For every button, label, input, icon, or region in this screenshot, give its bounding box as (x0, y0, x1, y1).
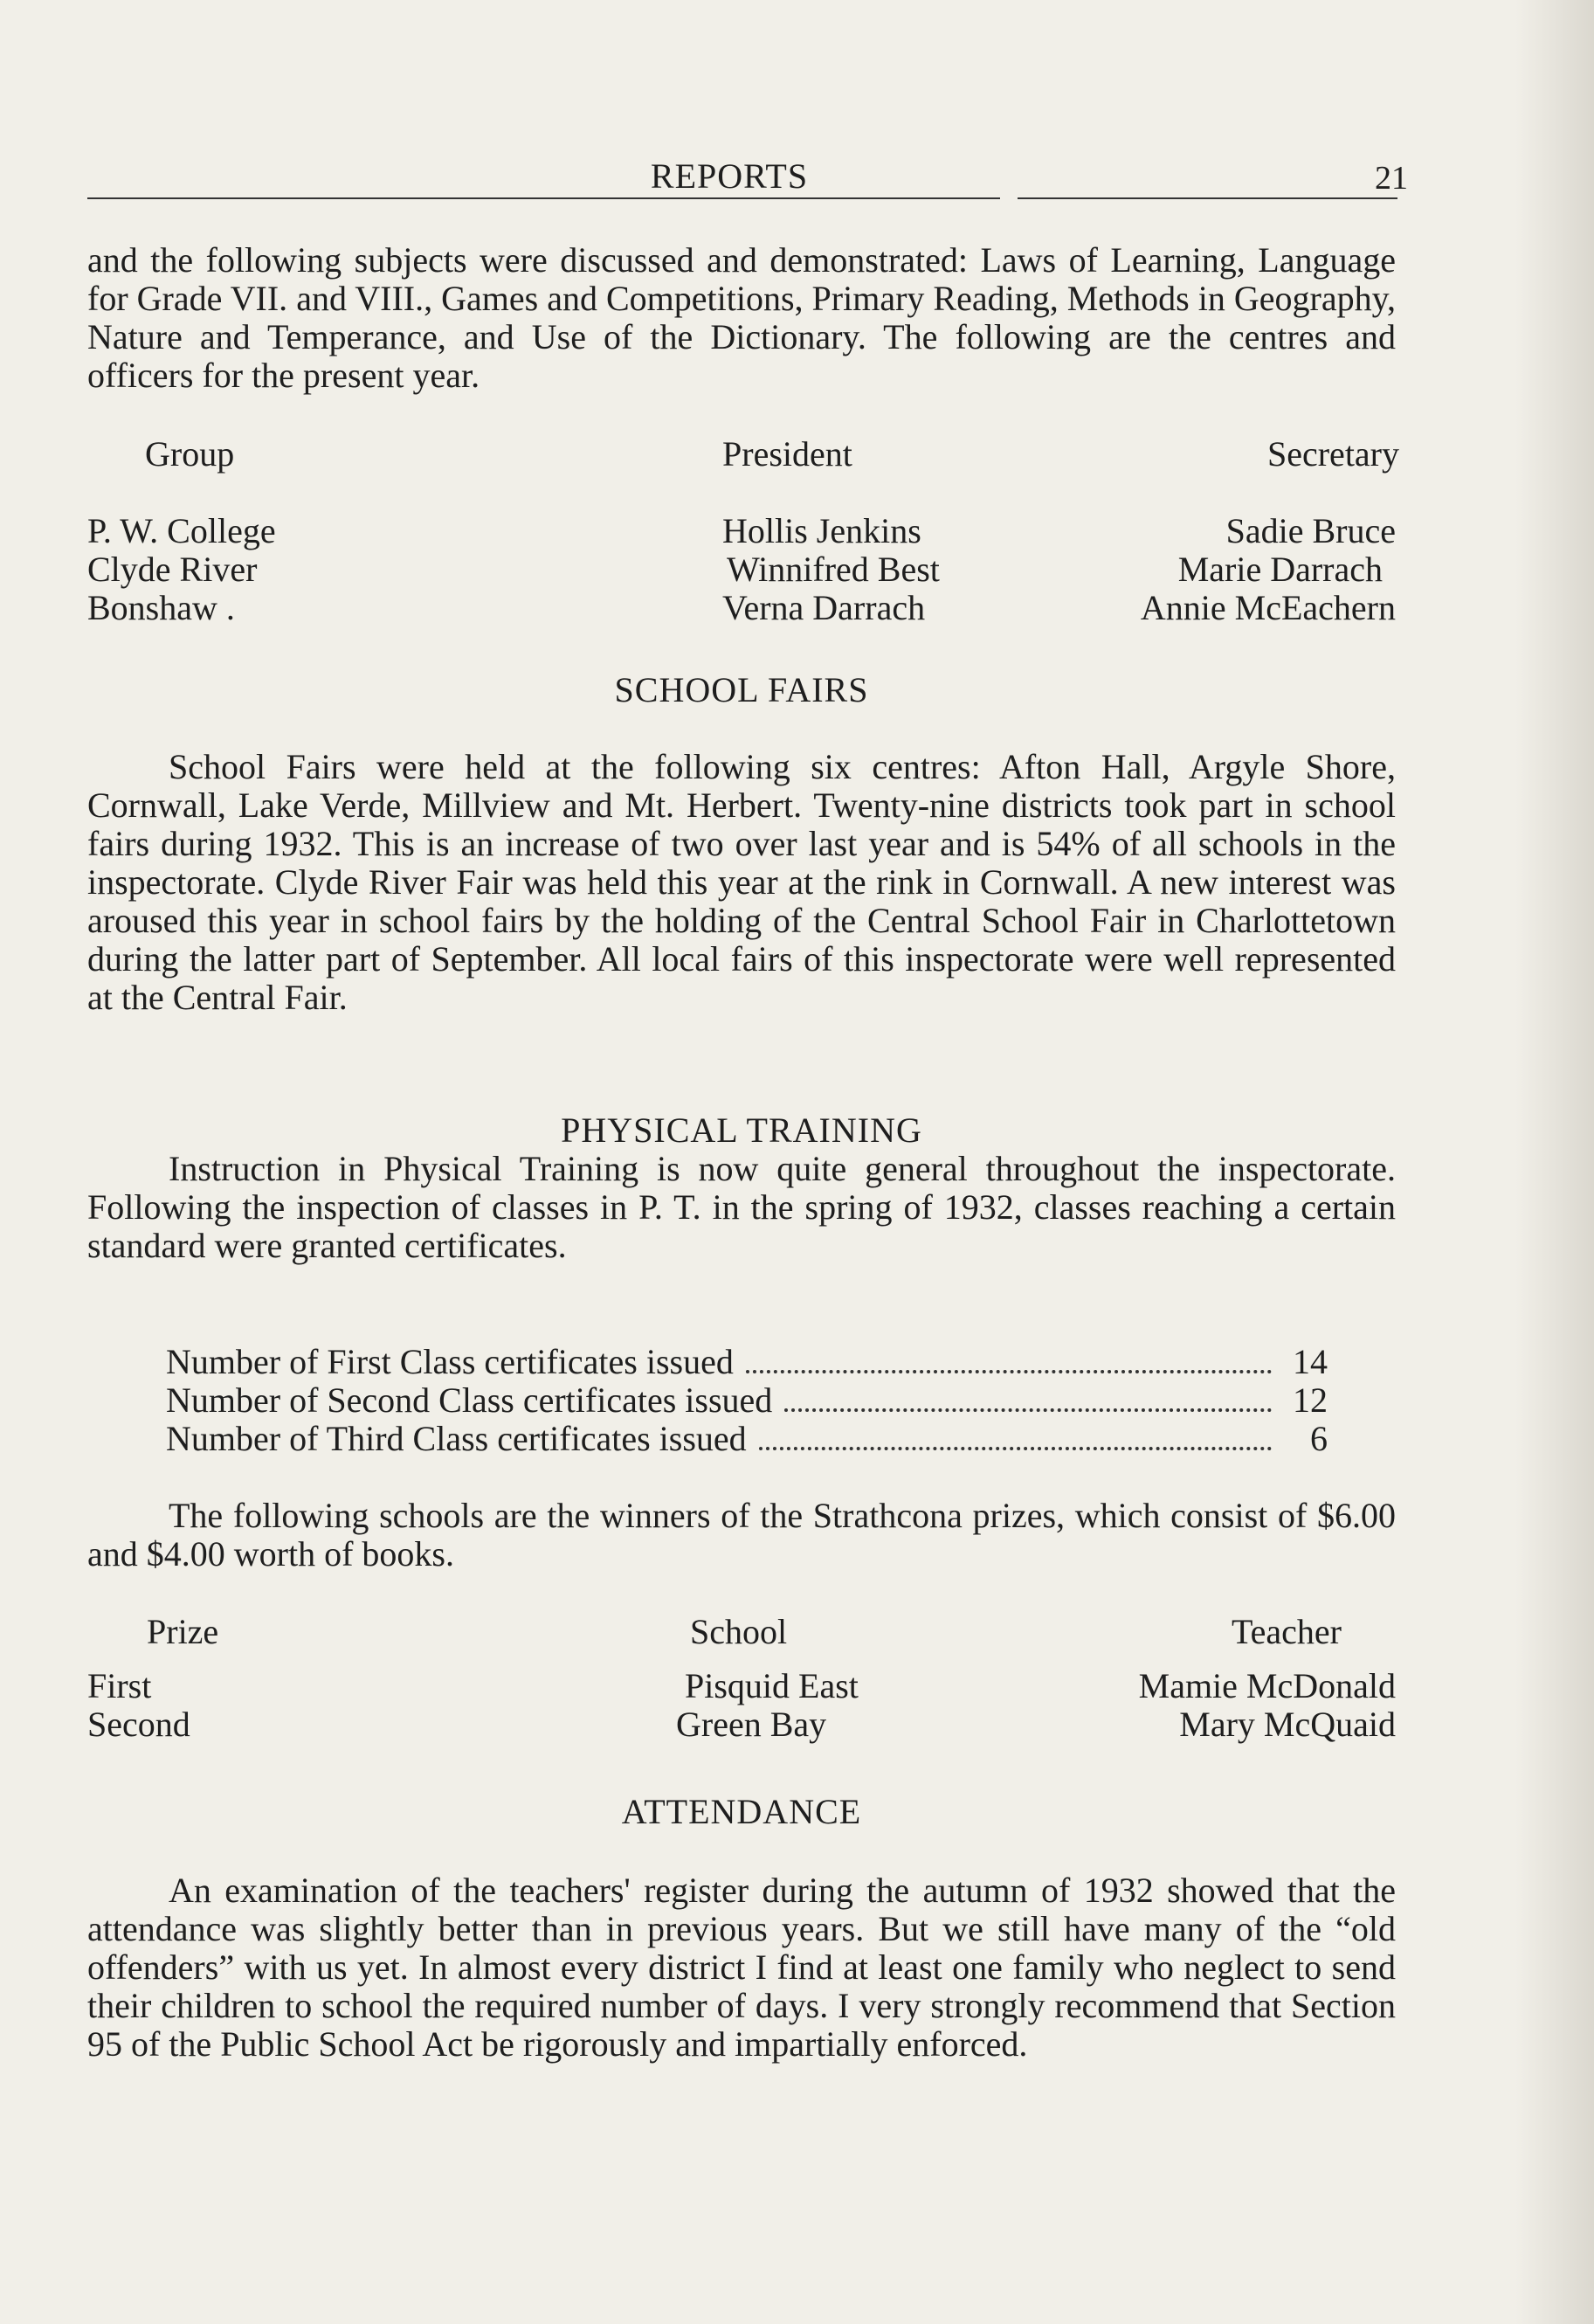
secretary-cell: Marie Darrach (1177, 550, 1383, 589)
physical-training-heading: PHYSICAL TRAINING (561, 1110, 922, 1150)
officers-table-header (87, 433, 1399, 474)
prize-cell: First (87, 1666, 152, 1705)
intro-paragraph: and the following subjects were discussed and demonstrated: Laws of Learning, Language for Grade VII. and VIII., Games and Competitions, Primary Reading, Methods in Geography, Nature and Temperance, and Use of the Dictionary. The following are the centres and officers for the present year. (87, 240, 1396, 395)
physical-training-paragraph: Instruction in Physical Training is now quite general throughout the inspectorate. Following the inspection of classes in P. T. in the spring of 1932, classes reaching a certain standard were granted certificates. (87, 1149, 1396, 1265)
table-row (87, 1665, 1396, 1704)
page-edge-shading (1515, 0, 1594, 2324)
col-header-group: Group (145, 434, 235, 474)
leader-dots (759, 1447, 1272, 1450)
certificate-count: 6 (1310, 1419, 1328, 1458)
teacher-cell: Mamie McDonald (1138, 1666, 1396, 1705)
leader-dots (784, 1408, 1272, 1412)
col-header-teacher: Teacher (1232, 1612, 1342, 1651)
school-cell: Pisquid East (685, 1666, 859, 1705)
running-title: REPORTS (650, 156, 809, 196)
prizes-table-body (87, 1665, 1396, 1742)
page-header (87, 156, 1408, 199)
header-rule-right (1018, 197, 1397, 199)
group-cell: P. W. College (87, 511, 276, 550)
school-fairs-heading: SCHOOL FAIRS (614, 670, 869, 709)
officers-table (87, 433, 1399, 474)
secretary-cell: Annie McEachern (1140, 588, 1396, 627)
attendance-paragraph: An examination of the teachers' register during the autumn of 1932 showed that the attendance was slightly better than in previous years. But we still have many of the “old offenders” with us yet. In almost every district I find at least one family who neglect to send their children to school the required number of days. I very strongly recommend that Section 95 of the Public School Act be rigorously and impartially enforced. (87, 1871, 1396, 2064)
attendance-heading: ATTENDANCE (621, 1792, 862, 1831)
secretary-cell: Sadie Bruce (1225, 511, 1396, 550)
prizes-table-header (87, 1611, 1396, 1650)
prizes-paragraph: The following schools are the winners of the Strathcona prizes, which consist of $6.00 and $4.00 worth of books. (87, 1496, 1396, 1574)
header-rule-left (87, 197, 1000, 199)
officers-table-body (87, 510, 1396, 626)
school-cell: Green Bay (676, 1705, 827, 1744)
teacher-cell: Mary McQuaid (1179, 1705, 1396, 1744)
certificate-label: Number of Second Class certificates issued (166, 1380, 773, 1420)
group-cell: Clyde River (87, 550, 258, 589)
certificate-count: 14 (1293, 1342, 1328, 1381)
president-cell: Winnifred Best (727, 550, 940, 589)
president-cell: Hollis Jenkins (722, 511, 921, 550)
certificate-label: Number of Third Class certificates issued (166, 1419, 747, 1458)
table-row (87, 549, 1396, 587)
table-row (87, 587, 1396, 626)
leader-dots (746, 1370, 1272, 1373)
president-cell: Verna Darrach (722, 588, 926, 627)
certificate-count: 12 (1293, 1380, 1328, 1420)
list-item (166, 1341, 1328, 1380)
prize-cell: Second (87, 1705, 190, 1744)
school-fairs-paragraph: School Fairs were held at the following six centres: Afton Hall, Argyle Shore, Cornwall, Lake Verde, Millview and Mt. Herbert. Twenty-nine districts took part in school fairs during 1932. This is an increase of two over last year and is 54% of all schools in the inspectorate. Clyde River Fair was held this year at the rink in Cornwall. A new interest was aroused this year in school fairs by the holding of the Central School Fair in Charlottetown during the latter part of September. All local fairs of this inspectorate were well represented at the Central Fair. (87, 747, 1396, 1017)
table-row (87, 1704, 1396, 1742)
col-header-secretary: Secretary (1266, 434, 1399, 474)
col-header-president: President (722, 434, 852, 474)
group-cell: Bonshaw . (87, 588, 235, 627)
page-number: 21 (1375, 160, 1408, 197)
col-header-prize: Prize (147, 1612, 219, 1651)
list-item (166, 1380, 1328, 1418)
prizes-table (87, 1611, 1396, 1650)
certificates-list (166, 1341, 1328, 1456)
col-header-school: School (690, 1612, 788, 1651)
certificate-label: Number of First Class certificates issued (166, 1342, 734, 1381)
list-item (166, 1418, 1328, 1456)
table-row (87, 510, 1396, 549)
